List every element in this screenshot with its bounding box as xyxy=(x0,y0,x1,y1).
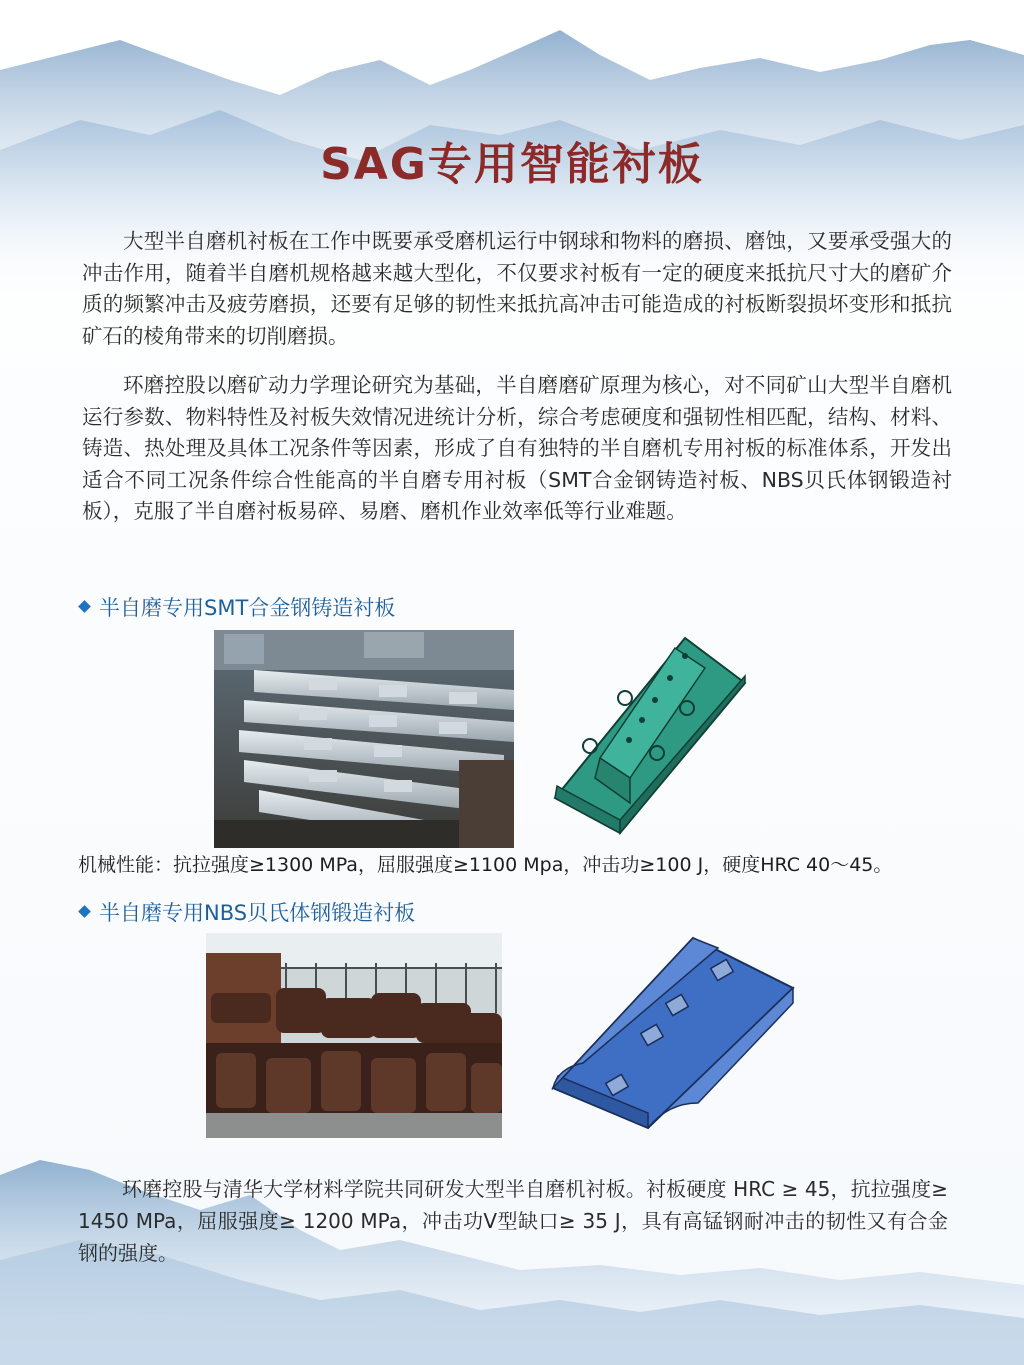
nbs-liner-3d-model xyxy=(548,928,798,1133)
smt-mechanical-specs: 机械性能：抗拉强度≥1300 MPa，屈服强度≥1100 Mpa，冲击功≥100 J，硬度HRC 40～45。 xyxy=(78,854,893,876)
nbs-description: 环磨控股与清华大学材料学院共同研发大型半自磨机衬板。衬板硬度 HRC ≥ 45，抗拉强度≥ 1450 MPa，屈服强度≥ 1200 MPa，冲击功V型缺口≥ 35 J，具有高锰钢耐冲击的韧性又有合金钢的强度。 xyxy=(78,1177,948,1265)
smt-liner-stack-photo xyxy=(214,630,514,848)
section-heading-nbs-text: 半自磨专用NBS贝氏体钢锻造衬板 xyxy=(99,901,416,925)
diamond-bullet-icon xyxy=(78,905,91,918)
diamond-bullet-icon xyxy=(78,600,91,613)
section-heading-smt-text: 半自磨专用SMT合金钢铸造衬板 xyxy=(99,596,396,620)
intro-paragraph-1: 大型半自磨机衬板在工作中既要承受磨机运行中钢球和物料的磨损、磨蚀，又要承受强大的冲击作用，随着半自磨机规格越来越大型化，不仅要求衬板有一定的硬度来抵抗尺寸大的磨矿介质的频繁冲击及疲劳磨损，还要有足够的韧性来抵抗高冲击可能造成的衬板断裂损坏变形和抵抗矿石的棱角带来的切削磨损。 xyxy=(82,229,952,348)
section-heading-nbs xyxy=(80,897,415,927)
nbs-forged-liners-photo xyxy=(206,933,502,1138)
section-heading-smt xyxy=(80,592,395,622)
page-title: SAG专用智能衬板 xyxy=(320,139,704,190)
intro-paragraph-2: 环磨控股以磨矿动力学理论研究为基础，半自磨磨矿原理为核心，对不同矿山大型半自磨机运行参数、物料特性及衬板失效情况进统计分析，综合考虑硬度和强韧性相匹配，结构、材料、铸造、热处理及具体工况条件等因素，形成了自有独特的半自磨机专用衬板的标准体系，开发出适合不同工况条件综合性能高的半自磨专用衬板（SMT合金钢铸造衬板、NBS贝氏体钢锻造衬板），克服了半自磨衬板易碎、易磨、磨机作业效率低等行业难题。 xyxy=(82,373,952,523)
smt-liner-3d-model xyxy=(545,628,755,838)
